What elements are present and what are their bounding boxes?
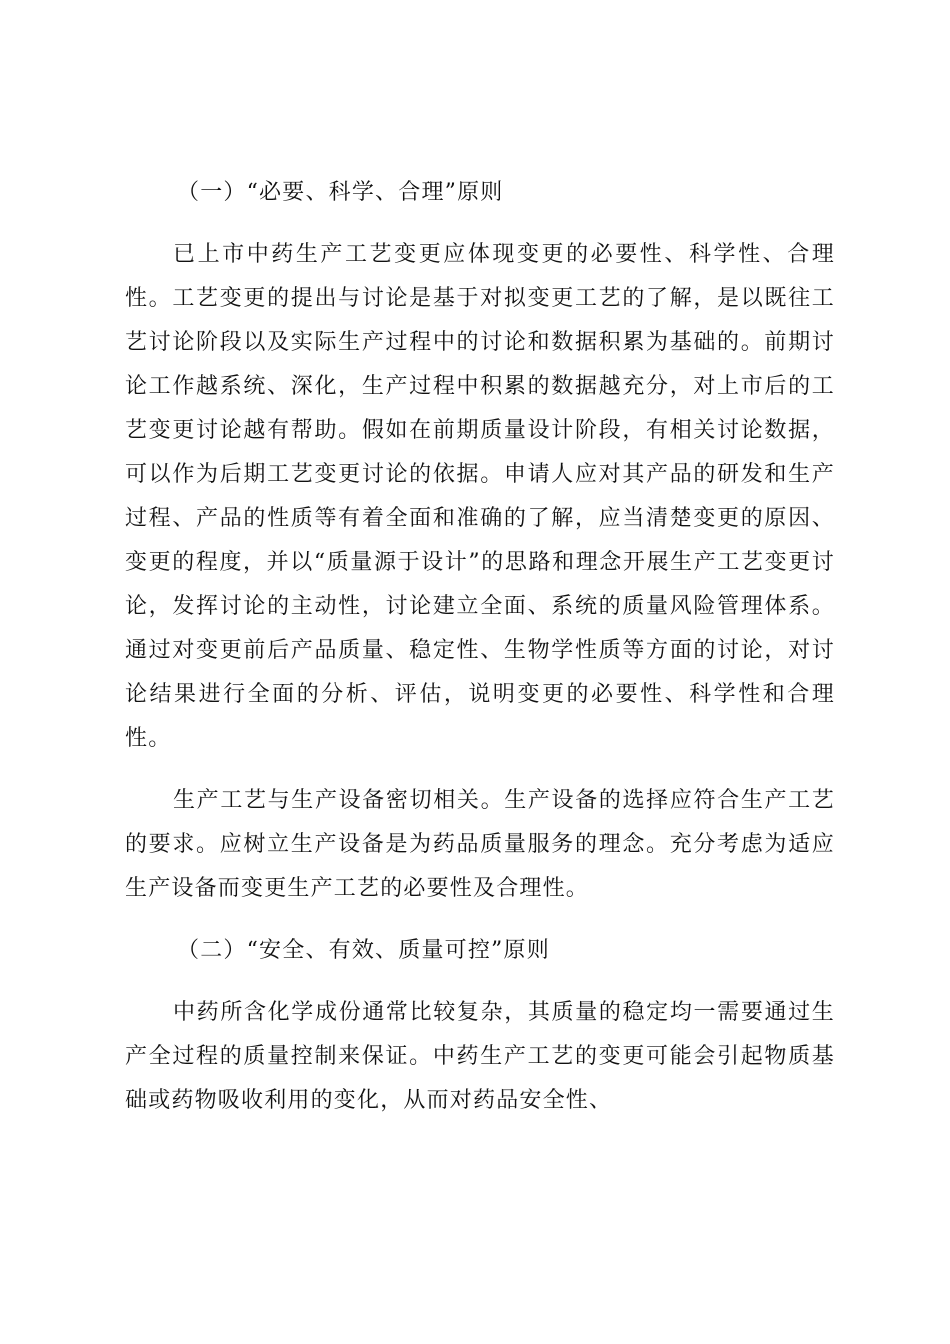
paragraph-2: 生产工艺与生产设备密切相关。生产设备的选择应符合生产工艺的要求。应树立生产设备是为药品质量服务的理念。充分考虑为适应生产设备而变更生产工艺的必要性及合理性。	[125, 788, 835, 901]
section-heading-2: （二）“安全、有效、质量可控”原则	[177, 938, 550, 963]
document-body	[125, 171, 835, 1141]
section-heading-1: （一）“必要、科学、合理”原则	[177, 180, 504, 205]
paragraph-3: 中药所含化学成份通常比较复杂，其质量的稳定均一需要通过生产全过程的质量控制来保证。中药生产工艺的变更可能会引起物质基础或药物吸收利用的变化，从而对药品安全性、	[125, 1000, 835, 1113]
paragraph-1: 已上市中药生产工艺变更应体现变更的必要性、科学性、合理性。工艺变更的提出与讨论是基于对拟变更工艺的了解，是以既往工艺讨论阶段以及实际生产过程中的讨论和数据积累为基础的。前期讨论工作越系统、深化，生产过程中积累的数据越充分，对上市后的工艺变更讨论越有帮助。假如在前期质量设计阶段，有相关讨论数据，可以作为后期工艺变更讨论的依据。申请人应对其产品的研发和生产过程、产品的性质等有着全面和准确的了解，应当清楚变更的原因、变更的程度，并以“质量源于设计”的思路和理念开展生产工艺变更讨论，发挥讨论的主动性，讨论建立全面、系统的质量风险管理体系。通过对变更前后产品质量、稳定性、生物学性质等方面的讨论，对讨论结果进行全面的分析、评估，说明变更的必要性、科学性和合理性。	[125, 242, 835, 751]
